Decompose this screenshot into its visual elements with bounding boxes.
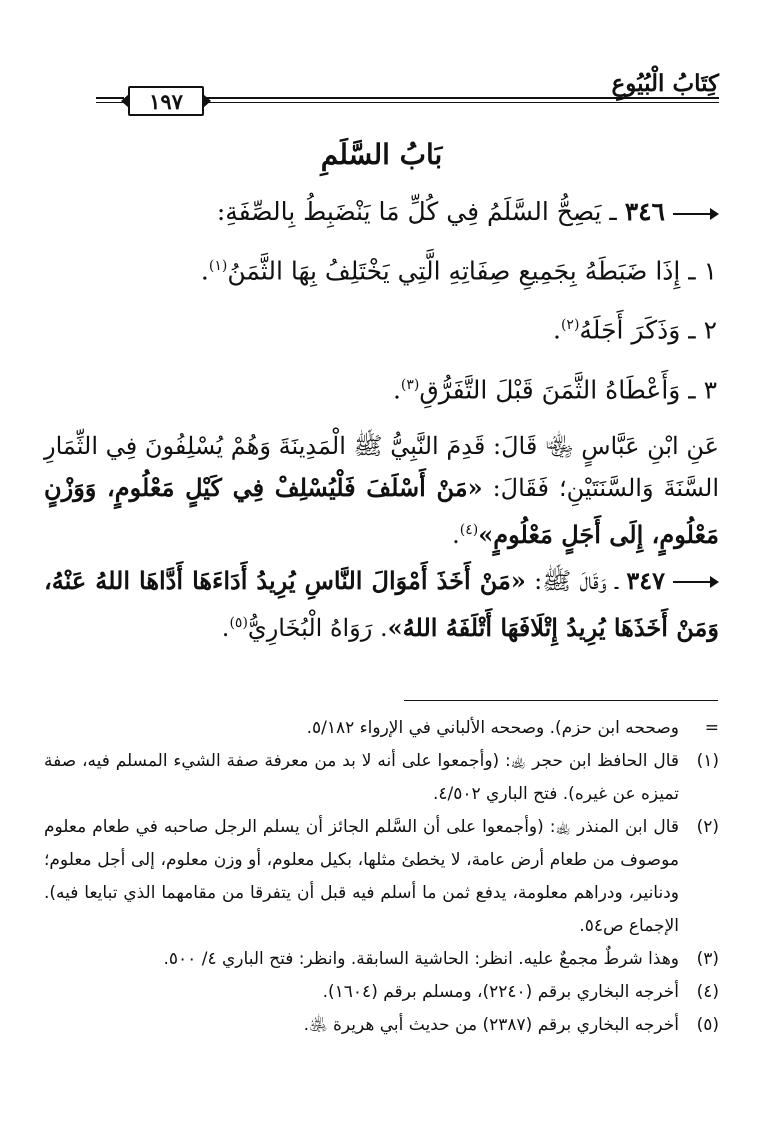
footnote-ref: (٥) xyxy=(229,614,248,631)
footnote-ref: (٤) xyxy=(459,521,479,538)
hadith-quote: «مَنْ أَسْلَفَ فَلْيُسْلِفْ فِي كَيْلٍ مَعْلُومٍ، وَوَزْنٍ مَعْلُومٍ، إِلَى أَجَلٍ مَعْلُومٍ» xyxy=(44,472,719,549)
chapter-title: بَابُ السَّلَمِ xyxy=(320,138,443,171)
rule-source: . رَوَاهُ الْبُخَارِيُّ xyxy=(247,613,388,642)
footnotes xyxy=(44,712,719,1042)
rule-text: ـ يَصِحُّ السَّلَمُ فِي كُلِّ مَا يَنْضَبِطُ بِالصِّفَةِ: xyxy=(216,197,625,226)
footnote xyxy=(44,745,719,811)
condition-text: ـ وَذَكَرَ أَجَلَهُ xyxy=(579,315,704,345)
condition-number: ٣ xyxy=(703,374,717,404)
condition-number: ٢ xyxy=(703,315,717,345)
header-rule xyxy=(204,97,719,103)
footnote xyxy=(44,1009,719,1042)
footnote-text: أخرجه البخاري برقم (٢٢٤٠)، ومسلم برقم (١٦٠٤). xyxy=(322,982,679,1002)
hadith-quote: «مَنْ أَخَذَ أَمْوَالَ النَّاسِ يُرِيدُ أَدَاءَهَا أَدَّاهَا اللهُ عَنْهُ، وَمَنْ أَخَذَهَا يُرِيدُ إِتْلَافَهَا أَتْلَفَهُ اللهُ» xyxy=(44,565,719,642)
page-number-value: ١٩٧ xyxy=(149,88,183,114)
hadith-end: . xyxy=(452,520,460,549)
footnote-text: قال الحافظ ابن حجر ﵀: (وأجمعوا على أنه لا بد من معرفة صفة الشيء المسلم فيه، صفة تميزه عن غيره). فتح الباري ٤/٥٠٢. xyxy=(44,751,679,804)
footnote-label: (٣) xyxy=(696,949,719,969)
condition-number: ١ xyxy=(703,256,717,286)
condition-item xyxy=(44,239,719,298)
footnote-label: = xyxy=(704,718,719,738)
rule-number: ٣٤٧ xyxy=(626,565,666,595)
condition-text: ـ وَأَعْطَاهُ الثَّمَنَ قَبْلَ التَّفَرُّقِ xyxy=(419,374,704,404)
condition-end: . xyxy=(200,256,209,286)
footnote-label: (١) xyxy=(696,751,719,771)
rule-347 xyxy=(44,560,719,649)
hadith-intro: عَنِ ابْنِ عَبَّاسٍ ﵄ قَالَ: قَدِمَ النَّبِيُّ ﷺ الْمَدِينَةَ وَهُمْ يُسْلِفُونَ فِي الثِّمَارِ السَّنَةَ وَالسَّنَتَيْنِ؛ فَقَالَ: xyxy=(44,431,720,502)
condition-item xyxy=(44,298,719,357)
footnote xyxy=(44,712,719,745)
condition-item xyxy=(44,358,719,417)
running-header-title: كِتَابُ الْبُيُوعِ xyxy=(611,70,719,97)
footnote-text: قال ابن المنذر ﵀: (وأجمعوا على أن السَّلم الجائز أن يسلم الرجل صاحبه في طعام معلوم موصوف من طعام أرض عامة، لا يخطئ مثلها، بكيل معلوم، أو وزن معلوم، إلى أجل معلوم؛ ودنانير، ودراهم معلومة، يدفع ثمن ما أسلم فيه قبل أن يتفرقا من مقامهما الذي تبايعا فيه). الإجماع ص٥٤. xyxy=(44,817,679,936)
footnote-label: (٢) xyxy=(696,817,719,837)
condition-end: . xyxy=(552,315,561,345)
footnote-text: وهذا شرطٌ مجمعٌ عليه. انظر: الحاشية السابقة. وانظر: فتح الباري ٤/ ٥٠٠. xyxy=(163,949,679,969)
footnote-text: أخرجه البخاري برقم (٢٣٨٧) من حديث أبي هريرة ﵁. xyxy=(303,1015,679,1035)
footnote-label: (٤) xyxy=(696,982,719,1002)
main-text xyxy=(44,132,719,649)
rule-346 xyxy=(44,185,719,239)
footnote-text: وصححه ابن حزم). وصححه الألباني في الإرواء ٥/١٨٢. xyxy=(306,718,679,738)
footnote-ref: (١) xyxy=(208,258,228,274)
footnote-label: (٥) xyxy=(696,1015,719,1035)
rule-intro: ـ وَقَالَ ﷺ: xyxy=(525,566,627,595)
footnote-separator xyxy=(404,700,718,701)
condition-text: ـ إِذَا ضَبَطَهُ بِجَمِيعِ صِفَاتِهِ الَّتِي يَخْتَلِفُ بِهَا الثَّمَنُ xyxy=(227,256,704,286)
footnote-ref: (٢) xyxy=(560,317,580,334)
section-arrow-icon xyxy=(673,580,719,584)
footnote-ref: (٣) xyxy=(400,376,420,393)
rule-end: . xyxy=(221,613,230,642)
page-number xyxy=(128,86,204,116)
rule-number: ٣٤٦ xyxy=(624,197,665,226)
hadith-paragraph xyxy=(44,425,719,556)
section-arrow-icon xyxy=(673,212,719,216)
footnote xyxy=(44,976,719,1009)
header-rule-left xyxy=(96,97,124,103)
condition-end: . xyxy=(392,374,401,404)
footnote xyxy=(44,943,719,976)
footnote xyxy=(44,811,719,943)
